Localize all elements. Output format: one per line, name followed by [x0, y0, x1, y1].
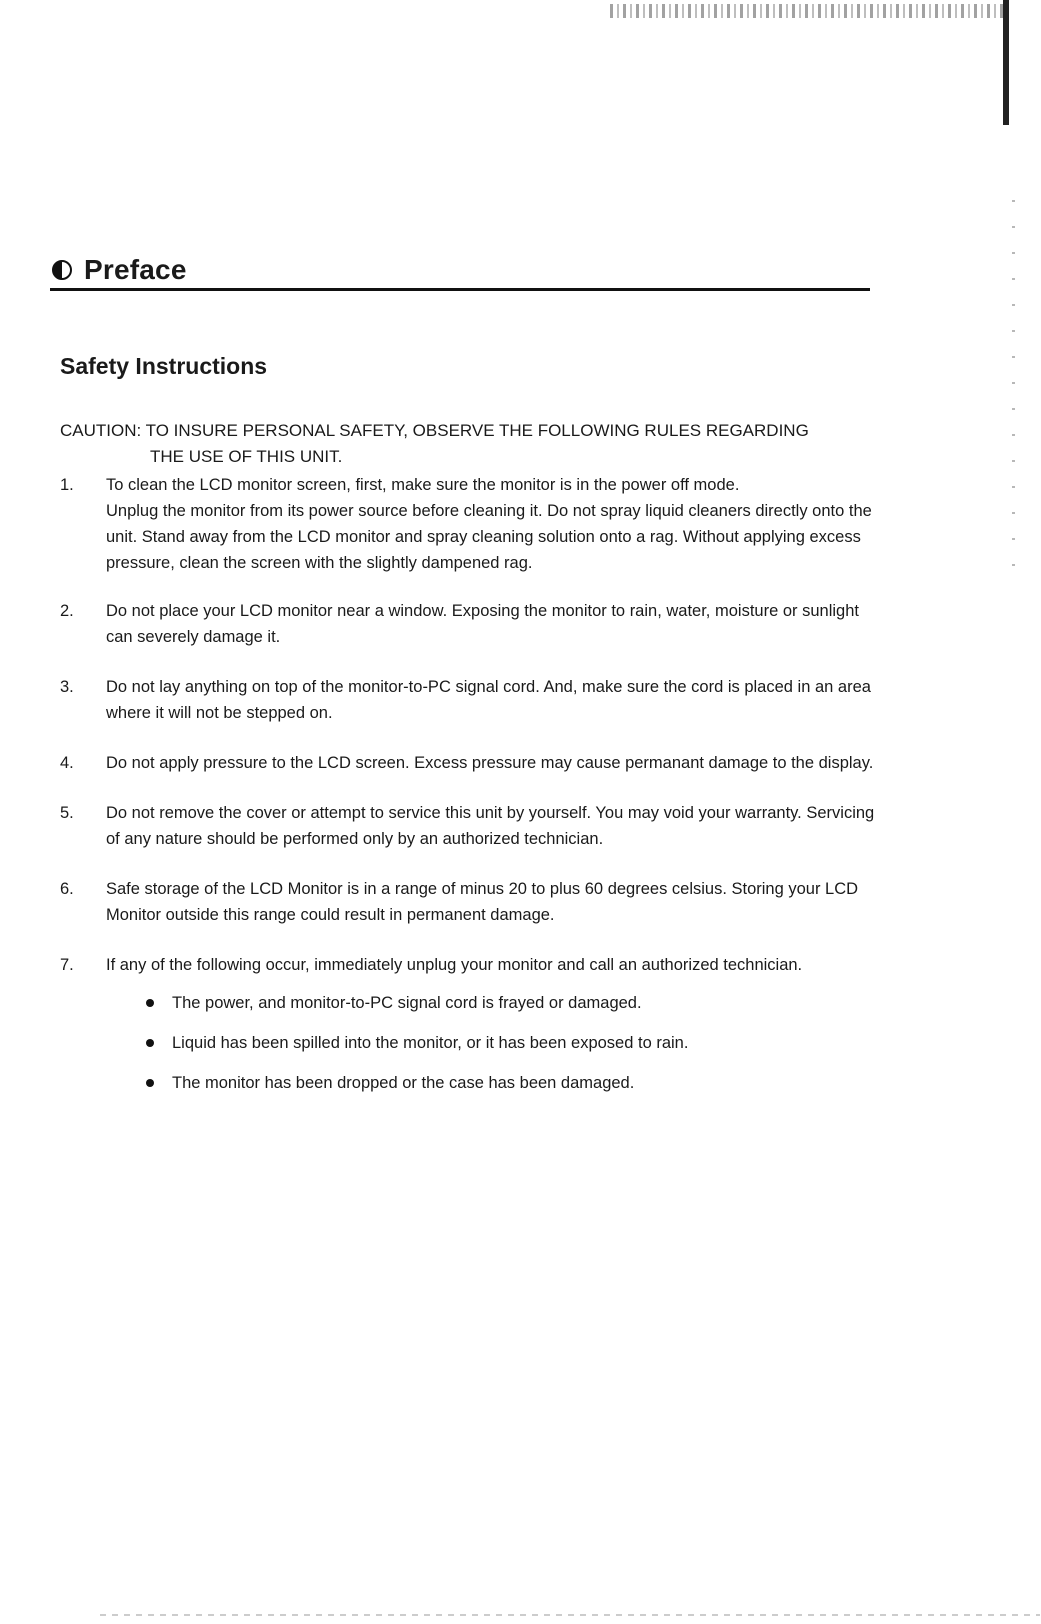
caution-line-1: CAUTION: TO INSURE PERSONAL SAFETY, OBSERVE THE FOLLOWING RULES REGARDING [60, 421, 809, 440]
list-item [60, 750, 880, 776]
scan-edge-right [1003, 0, 1009, 125]
list-item [60, 472, 880, 576]
bullet-icon [146, 1079, 154, 1087]
list-item [60, 598, 880, 650]
scan-noise-bottom [100, 1614, 1040, 1616]
rule-text: Do not lay anything on top of the monitor-to-PC signal cord. And, make sure the cord is placed in an area where it will not be stepped on. [106, 678, 871, 722]
section-title: Safety Instructions [60, 353, 268, 379]
rule-number: 4. [60, 754, 74, 772]
rule-number: 5. [60, 804, 74, 822]
rule-text: Do not place your LCD monitor near a window. Exposing the monitor to rain, water, moisture or sunlight can severely damage it. [106, 602, 859, 646]
preface-header [52, 254, 187, 286]
list-item [60, 674, 880, 726]
rule-text: Do not apply pressure to the LCD screen. Excess pressure may cause permanant damage to the display. [106, 754, 874, 772]
rule-number: 7. [60, 956, 74, 974]
caution-line-2: THE USE OF THIS UNIT. [150, 447, 343, 466]
list-item [146, 1030, 880, 1056]
bullet-icon [146, 1039, 154, 1047]
list-item [60, 800, 880, 852]
rule-text: Do not remove the cover or attempt to service this unit by yourself. You may void your warranty. Servicing of any nature should be performed only by an authorized technician. [106, 804, 875, 848]
caution-text [60, 418, 860, 470]
occurrence-text: Liquid has been spilled into the monitor, or it has been exposed to rain. [172, 1034, 689, 1052]
rule-number: 1. [60, 476, 74, 494]
list-item [146, 1070, 880, 1096]
occurrence-list [106, 990, 880, 1096]
rule-number: 3. [60, 678, 74, 696]
occurrence-text: The power, and monitor-to-PC signal cord is frayed or damaged. [172, 994, 642, 1012]
occurrence-text: The monitor has been dropped or the case has been damaged. [172, 1074, 635, 1092]
rule-number: 2. [60, 602, 74, 620]
list-item [60, 876, 880, 928]
list-item [60, 952, 880, 1110]
page-title: Preface [84, 254, 187, 285]
safety-rule-list [60, 472, 880, 1110]
bullet-icon [146, 999, 154, 1007]
rule-text: Unplug the monitor from its power source before cleaning it. Do not spray liquid cleaners directly onto the unit. Stand away from the LCD monitor and spray cleaning solution onto a rag. Without applying excess pressure, clean the screen with the slightly dampened rag. [106, 502, 872, 572]
title-divider [50, 288, 870, 291]
rule-text: If any of the following occur, immediately unplug your monitor and call an authorized technician. [106, 956, 803, 974]
scan-noise-top [610, 4, 1010, 18]
half-circle-icon [52, 260, 72, 280]
scan-noise-right [1012, 200, 1015, 580]
rule-number: 6. [60, 880, 74, 898]
rule-text: Safe storage of the LCD Monitor is in a range of minus 20 to plus 60 degrees celsius. Storing your LCD Monitor outside this range could result in permanent damage. [106, 880, 859, 924]
list-item [146, 990, 880, 1016]
rule-text: To clean the LCD monitor screen, first, make sure the monitor is in the power off mode. [106, 476, 740, 494]
